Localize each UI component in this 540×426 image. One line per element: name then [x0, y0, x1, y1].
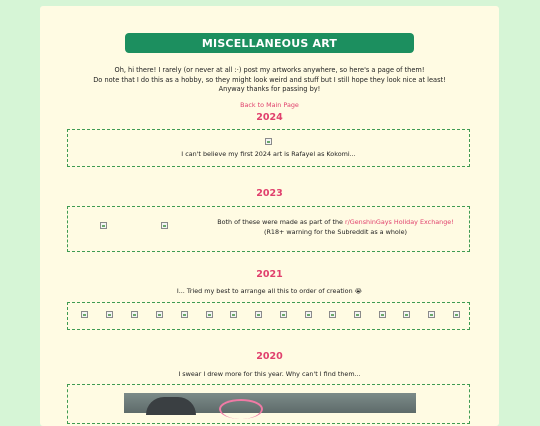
artwork-image-2020-1[interactable] — [124, 393, 416, 413]
back-to-main-link[interactable]: Back to Main Page — [240, 101, 299, 109]
year-heading-2024: 2024 — [256, 112, 283, 123]
artwork-image-2021-4[interactable] — [156, 311, 163, 318]
artwork-image-2021-12[interactable] — [354, 311, 361, 318]
content-panel — [40, 6, 499, 426]
intro-line-3: Anyway thanks for passing by! — [218, 85, 321, 94]
artwork-image-2024-1[interactable] — [265, 138, 272, 145]
gallery-2020 — [67, 384, 470, 424]
year-heading-2021: 2021 — [256, 269, 283, 280]
note-2021: I... Tried my best to arrange all this to order of creation 😭 — [176, 287, 363, 295]
artwork-image-2023-2[interactable] — [161, 222, 168, 229]
intro-text — [40, 66, 499, 95]
year-heading-2023: 2023 — [256, 188, 283, 199]
caption-2023 — [213, 217, 458, 237]
artwork-image-2021-10[interactable] — [305, 311, 312, 318]
intro-line-2: Do note that I do this as a hobby, so they might look weird and stuff but I still hope they look nice at least! — [93, 75, 446, 84]
artwork-image-2021-5[interactable] — [181, 311, 188, 318]
artwork-image-2021-6[interactable] — [206, 311, 213, 318]
artwork-image-2021-2[interactable] — [106, 311, 113, 318]
artwork-image-2021-3[interactable] — [131, 311, 138, 318]
artwork-image-2023-1[interactable] — [100, 222, 107, 229]
caption-2023-line-2: (R18+ warning for the Subreddit as a whole) — [263, 228, 408, 236]
caption-2024: I can't believe my first 2024 art is Rafayel as Kokomi... — [181, 150, 356, 158]
artwork-image-2021-11[interactable] — [329, 311, 336, 318]
page-title: MISCELLANEOUS ART — [125, 33, 414, 53]
subreddit-link[interactable]: r/GenshinGays Holiday Exchange! — [344, 218, 454, 226]
artwork-image-2021-13[interactable] — [379, 311, 386, 318]
gallery-2023 — [67, 206, 470, 252]
artwork-image-2021-9[interactable] — [280, 311, 287, 318]
gallery-2021 — [67, 302, 470, 330]
caption-2023-line-1 — [213, 217, 458, 227]
caption-2023-prefix: Both of these were made as part of the — [217, 218, 345, 226]
artwork-image-2021-1[interactable] — [81, 311, 88, 318]
intro-line-1: Oh, hi there! I rarely (or never at all :·) post my artworks anywhere, so here's a page of them! — [114, 66, 425, 74]
artwork-image-2021-8[interactable] — [255, 311, 262, 318]
artwork-image-2021-15[interactable] — [428, 311, 435, 318]
gallery-2024 — [67, 129, 470, 167]
artwork-image-2021-7[interactable] — [230, 311, 237, 318]
note-2020: I swear I drew more for this year. Why can't I find them... — [178, 370, 361, 378]
artwork-image-2021-14[interactable] — [403, 311, 410, 318]
artwork-image-2021-16[interactable] — [453, 311, 460, 318]
year-heading-2020: 2020 — [256, 351, 283, 362]
